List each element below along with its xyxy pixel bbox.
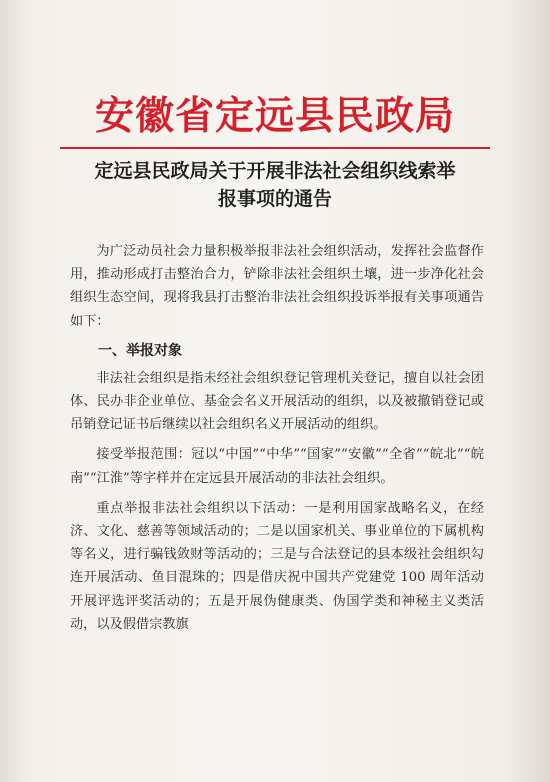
notice-body — [70, 240, 484, 643]
header-divider — [60, 147, 490, 149]
org-header: 安徽省定远县民政局 — [94, 94, 455, 139]
notice-title-line-2: 报事项的通告 — [217, 188, 332, 210]
definition-paragraph: 非法社会组织是指未经社会组织登记管理机关登记，擅自以社会团体、民办非企业单位、基金会名义开展活动的组织，以及被撤销登记或吊销登记证书后继续以社会组织名义开展活动的组织。 — [70, 370, 484, 433]
notice-title-line-1: 定远县民政局关于开展非法社会组织线索举 — [94, 160, 456, 182]
key-activities-paragraph: 重点举报非法社会组织以下活动：一是利用国家战略名义，在经济、文化、慈善等领域活动的；二是以国家机关、事业单位的下属机构等名义，进行骗钱敛财等活动的；三是与合法登记的县本级社会组织勾连开展活动、鱼目混珠的；四是借庆祝中国共产党建党 100 周年活动开展评选评奖活动的；五是开展伪健康类、伪国学类和神秘主义类活动，以及假借宗教旗 — [70, 500, 484, 632]
intro-paragraph: 为广泛动员社会力量积极举报非法社会组织活动，发挥社会监督作用，推动形成打击整治合力，铲除非法社会组织土壤，进一步净化社会组织生态空间，现将我县打击整治非法社会组织投诉举报有关事项通告如下： — [70, 244, 484, 329]
scope-paragraph: 接受举报范围：冠以“中国”“中华”“国家”“安徽”“全省”“皖北”“皖南”“江淮”等字样并在定远县开展活动的非法社会组织。 — [70, 447, 484, 486]
notice-title — [60, 157, 490, 213]
section-heading-report-targets: 一、举报对象 — [98, 342, 182, 359]
